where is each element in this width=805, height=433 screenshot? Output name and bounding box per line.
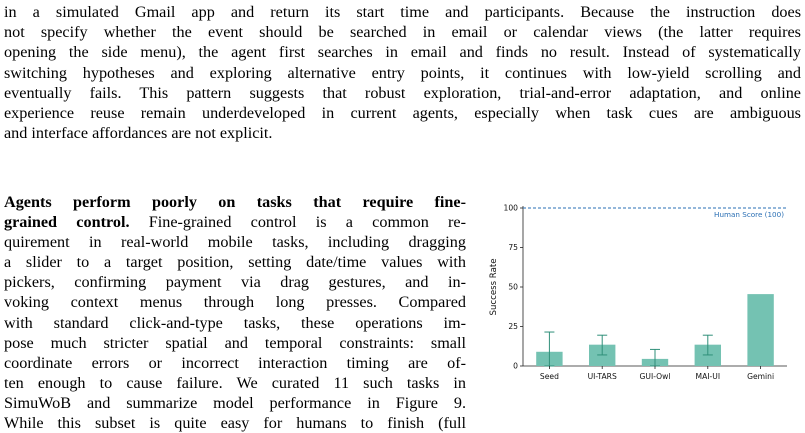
x-tick-label: Seed [539, 372, 559, 381]
text-line: SimuWoB and summarize model performance in Figure 9. [4, 393, 466, 412]
human-score-label: Human Score (100) [714, 210, 784, 219]
section-paragraph [4, 192, 466, 433]
text-line: a slider to a target position, setting date/time values with [4, 253, 466, 272]
top-paragraph [4, 2, 801, 143]
y-tick-label: 50 [508, 282, 518, 292]
heading-line-rest: Fine-grained control is a common re- [129, 213, 467, 232]
text-line: pose much stricter spatial and temporal constraints: small [4, 333, 466, 352]
x-tick-label: MAI-UI [695, 372, 721, 381]
text-line: coordinate errors or incorrect interaction timing are of- [4, 353, 466, 372]
y-tick-label: 75 [508, 243, 518, 253]
text-line: ten enough to cause failure. We curated 11 such tasks in [4, 373, 466, 392]
x-tick-label: UI-TARS [587, 372, 617, 381]
text-line: switching hypotheses and exploring alternative entry points, it continues with low-yield scrolling and [4, 63, 801, 82]
text-line [4, 212, 466, 232]
x-tick-label: GUI-Owl [639, 372, 671, 381]
y-tick-label: 100 [503, 203, 518, 213]
text-line: voking context menus through long presses. Compared [4, 293, 466, 312]
text-line: with standard click-and-type tasks, these operations im- [4, 313, 466, 332]
y-axis-label: Success Rate [489, 258, 499, 316]
paragraph-heading-end: grained control. [4, 213, 130, 232]
text-line: eventually fails. This pattern suggests that robust exploration, trial-and-error adaptation, and online [4, 83, 801, 102]
text-line: opening the side menu), the agent first searches in email and finds no result. Instead of systematically [4, 43, 801, 62]
y-tick-label: 25 [508, 322, 518, 332]
text-line: pickers, confirming payment via drag gestures, and in- [4, 273, 466, 292]
paragraph-heading: Agents perform poorly on tasks that require fine- [4, 193, 466, 211]
bar-chart-svg [470, 196, 805, 396]
text-line: not specify whether the event should be searched in email or calendar views (the latter requires [4, 23, 801, 42]
text-line: in a simulated Gmail app and return its start time and participants. Because the instruction does [4, 3, 801, 21]
bar-gemini [747, 294, 773, 366]
text-line: quirement in real-world mobile tasks, including dragging [4, 233, 466, 252]
success-rate-chart [470, 196, 805, 422]
text-line: and interface affordances are not explicit. [4, 124, 273, 143]
text-line: While this subset is quite easy for humans to finish (full [4, 414, 466, 433]
text-line: experience reuse remain underdeveloped in current agents, especially when task cues are ambiguous [4, 104, 801, 123]
y-tick-label: 0 [513, 361, 518, 371]
x-tick-label: Gemini [747, 372, 775, 381]
